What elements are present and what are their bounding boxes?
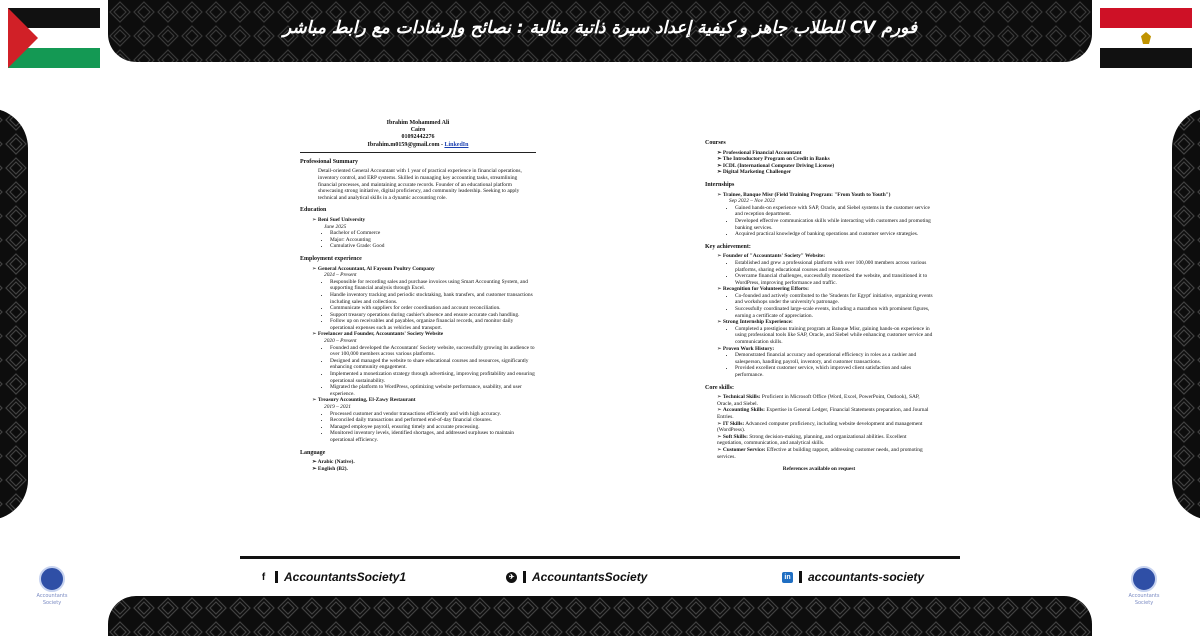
social-divider [240, 556, 960, 559]
education-heading: Education [300, 207, 327, 214]
logo-text: Accountants Society [36, 593, 68, 606]
list-item: • Responsible for recording sales and purchase invoices using Smart Accounting System, and supporting financial analysis through Excel. [330, 279, 536, 292]
linkedin-link[interactable]: LinkedIn [444, 141, 469, 148]
linkedin-handle: accountants-society [808, 570, 925, 584]
skill-text: Effective at building rapport, addressing customer needs, and promoting services. [717, 446, 923, 460]
achievement-title: ➢ Proven Work History: [717, 346, 933, 353]
list-item: • Gained hands-on experience with SAP, Oracle, and Siebel systems in the customer service and reception department. [735, 205, 933, 218]
list-item: • Communicate with suppliers for order coordination and account reconciliation. [330, 305, 536, 312]
facebook-icon: f [261, 571, 266, 583]
cv-name: Ibrahim Mohammed Ali [386, 120, 450, 126]
list-item: • Bachelor of Commerce [330, 230, 536, 237]
skill-item [717, 434, 933, 447]
logo-text: Accountants Society [1128, 593, 1160, 606]
course-item: ➢ Professional Financial Accountant [717, 150, 933, 157]
list-item: • Monitored inventory levels, identified shortages, and addressed surpluses to maintain operational efficiency. [330, 430, 536, 443]
skill-text: Strong decision-making, planning, and organizational abilities. Excellent negotiation, communication, and analytical skills. [717, 433, 907, 447]
job-duties [300, 345, 536, 398]
job-date: 2019 – 2021 [324, 404, 351, 410]
employment-heading: Employment experience [300, 255, 362, 262]
skill-text: Expertise in General Ledger, Financial Statements preparation, and Journal Entries. [717, 407, 929, 420]
achievement-title: ➢ Founder of "Accountants' Society" Website: [717, 253, 933, 260]
list-item: • Acquired practical knowledge of banking operations and customer service strategies. [735, 231, 933, 238]
right-decorative-frame [1172, 108, 1200, 520]
job-date: 2020 – Present [324, 338, 357, 345]
cv-contact [300, 142, 536, 149]
divider [300, 152, 536, 153]
society-logo-left [32, 566, 72, 607]
logo-badge-icon [1131, 566, 1157, 592]
facebook-handle: AccountantsSociety1 [284, 570, 407, 584]
courses-heading: Courses [705, 140, 726, 146]
job-duties [300, 279, 536, 332]
list-item: • Founded and developed the Accountants' Society website, successfully growing its audience to over 100,000 members across various platforms. [330, 345, 536, 358]
achievement-list [705, 326, 933, 346]
list-item: • Migrated the platform to WordPress, optimizing website performance, usability, and user experience. [330, 384, 536, 397]
summary-heading: Professional Summary [300, 158, 359, 165]
list-item: • Established and grew a professional platform with over 100,000 members across various platforms, sharing educational courses and resources. [735, 260, 933, 273]
cv-email: Ibrahim.m0159@gmail.com - [367, 141, 445, 148]
job-date: 2024 – Present [324, 272, 357, 279]
list-item: • Provided excellent customer service, which improved client satisfaction and sales performance. [735, 365, 933, 378]
list-item: • Support treasury operations during cashier's absence and ensure accurate cash handling. [330, 312, 536, 319]
summary-text: Detail-oriented General Accountant with 1 year of practical experience in financial operations, inventory control, and ERP systems. Skilled in managing key accounting tasks, streamlining financial processes, and maintaining accurate records. Founder of an educational platform showcasing strong initiative, digital proficiency, and community leadership. Seeking to apply technical and analytical skills in a dynamic accounting role. [318, 168, 522, 201]
telegram-handle: AccountantsSociety [532, 570, 648, 584]
left-decorative-frame [0, 108, 28, 520]
skill-label: Customer Service: [722, 446, 766, 453]
internship-title: ➢ Trainee, Banque Misr (Field Training Program: "From Youth to Youth") [717, 192, 933, 199]
education-date: June 2025 [324, 223, 347, 230]
internships-heading: Internships [705, 181, 735, 188]
job-title: ➢ Freelancer and Founder, Accountants' Society Website [312, 331, 536, 338]
separator [523, 571, 526, 583]
course-item: ➢ ICDL (International Computer Driving License) [717, 163, 933, 170]
internship-list [705, 205, 933, 238]
achievement-list [705, 352, 933, 378]
list-item: • Major: Accounting [330, 237, 536, 244]
egypt-flag-icon [1100, 8, 1192, 68]
list-item: • Processed customer and vendor transactions efficiently and with high accuracy. [330, 411, 536, 418]
course-item: ➢ Digital Marketing Challenger [717, 169, 933, 176]
job-duties [300, 411, 536, 444]
linkedin-icon: in [782, 572, 793, 583]
language-item: ➢ Arabic (Native). [312, 459, 536, 466]
achievement-heading: Key achievement: [705, 243, 751, 250]
list-item: • Developed effective communication skills while interacting with customers and promoting banking services. [735, 218, 933, 231]
separator [275, 571, 278, 583]
skills-heading: Core skills: [705, 384, 735, 391]
cv-city: Cairo [410, 127, 426, 134]
job-title: ➢ General Accountant, Al Fayoum Poultry Company [312, 266, 536, 273]
cv-left-column [300, 120, 536, 472]
list-item: • Managed employee payroll, ensuring timely and accurate processing. [330, 424, 536, 431]
list-item: • Reconciled daily transactions and performed end-of-day financial closures. [330, 417, 536, 424]
bottom-decorative-bar [108, 596, 1092, 636]
list-item: • Handle inventory tracking and periodic stocktaking, bank transfers, and customer transactions including sales and collections. [330, 292, 536, 305]
logo-badge-icon [39, 566, 65, 592]
list-item: • Co-founded and actively contributed to the 'Students for Egypt' initiative, organizing events and workshops under the university's patronage. [735, 293, 933, 306]
telegram-icon: ✈ [506, 572, 517, 583]
eagle-icon [1141, 32, 1151, 44]
language-heading: Language [300, 449, 326, 456]
linkedin-social-link[interactable] [782, 568, 924, 586]
achievement-list [705, 260, 933, 286]
achievement-title: ➢ Recognition for Volunteering Efforts: [717, 286, 933, 293]
cv-phone: 01092442276 [401, 134, 435, 141]
skill-item [717, 447, 933, 460]
list-item: • Follow up on receivables and payables, organize financial records, and monitor daily operational expenses such as vehicles and transport. [330, 318, 536, 331]
skill-item [717, 421, 933, 434]
banner-title: فورم CV للطلاب جاهز و كيفية إعداد سيرة ذاتية مثالية : نصائح وإرشادات مع رابط مباشر [282, 18, 918, 38]
palestine-flag-icon [8, 8, 100, 68]
education-list [300, 230, 536, 250]
list-item: • Cumulative Grade: Good [330, 243, 536, 250]
school-name: ➢ Beni Suef University [312, 217, 536, 224]
skill-label: IT Skills: [722, 420, 745, 427]
skill-text: Advanced computer proficiency, including website development and management (WordPress). [717, 420, 923, 434]
skill-label: Technical Skills: [722, 394, 761, 401]
course-item: ➢ The Introductory Program on Credit in Banks [717, 156, 933, 163]
facebook-link[interactable] [258, 568, 406, 586]
references-note: References available on request [782, 466, 856, 473]
list-item: • Completed a prestigious training program at Banque Misr, gaining hands-on experience in using professional tools like SAP, Oracle, and Siebel while enhancing customer service and communication skills. [735, 326, 933, 346]
society-logo-right [1124, 566, 1164, 607]
skill-item [717, 407, 933, 420]
achievement-title: ➢ Strong Internship Experience: [717, 319, 933, 326]
job-title: ➢ Treasury Accounting, El-Zawy Restaurant [312, 397, 536, 404]
list-item: • Demonstrated financial accuracy and operational efficiency in roles as a cashier and salesperson, handling payroll, inventory, and customer transactions. [735, 352, 933, 365]
achievement-list [705, 293, 933, 319]
telegram-link[interactable] [506, 568, 647, 586]
list-item: • Overcame financial challenges, successfully monetized the website, and transitioned it to WordPress, improving performance and traffic. [735, 273, 933, 286]
list-item: • Successfully coordinated large-scale events, including a marathon with prominent figures, earning a certificate of appreciation. [735, 306, 933, 319]
language-item: ➢ English (B2). [312, 466, 536, 473]
internship-date: Sep 2022 – Nov 2022 [729, 198, 776, 205]
skill-item [717, 394, 933, 407]
separator [799, 571, 802, 583]
cv-right-column [705, 140, 933, 473]
list-item: • Designed and managed the website to share educational courses and resources, significantly enhancing community engagement. [330, 358, 536, 371]
skill-text: Proficient in Microsoft Office (Word, Excel, PowerPoint, Outlook), SAP, Oracle, and Siebel. [717, 394, 920, 407]
skill-label: Soft Skills: [722, 433, 748, 440]
list-item: • Implemented a monetization strategy through advertising, improving profitability and ensuring operational sustainability. [330, 371, 536, 384]
skill-label: Accounting Skills: [722, 407, 765, 414]
